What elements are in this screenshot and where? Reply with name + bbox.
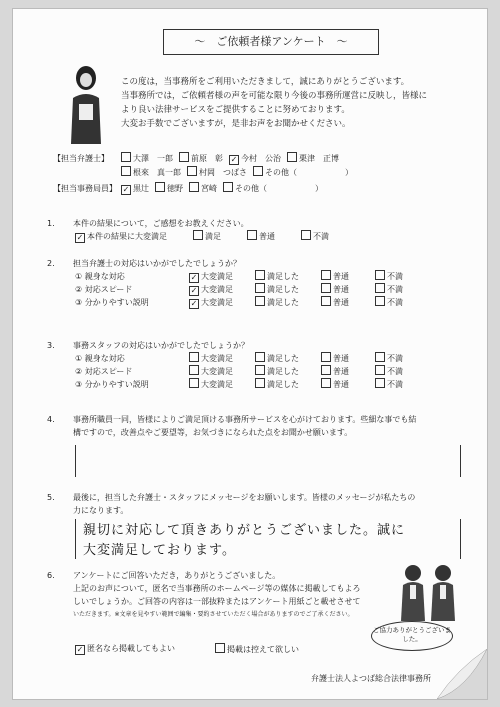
q1-option[interactable]: 不満 [301,230,329,243]
lawyers-illustration-icon [395,561,465,621]
question-1: 1. 本件の結果について，ご感想をお教えください。 ✓ 本件の結果に大変満足 満足 普通 不満 [53,217,473,243]
intro-line: この度は，当事務所をご利用いただきまして，誠にありがとうございます。 [121,77,410,87]
question-3: 3. 事務スタッフの対応はいかがでしたでしょうか？ ① 親身な対応 大変満足 満足した 普通 不満 ② 対応スピード 大変満足 満足した 普通 不満 ③ 分かりやすい説明 大変満足 満足した 普通 不満 [53,339,473,391]
lawyer-option[interactable]: ✓ 今村 公治 [230,154,281,164]
page-curl-icon [437,649,487,699]
lawyer-option[interactable]: その他（ ） [253,166,353,180]
page-title: ～ ご依頼者様アンケート ～ [163,29,379,55]
clerk-option[interactable]: ✓ 黒辻 [122,184,149,194]
question-6: 6. アンケートにご回答いただき，ありがとうございました。 上記のお声について，匿名で当事務所のホームページ等の媒体に掲載してもよろ しいでしょうか。ご回答の内容は一部抜粋またはアンケート用紙ごと載せさせて いただきます。※文章を見やすい範囲で編集・要約させていただく場合がありますのでご了承ください。 [47,571,361,618]
question-5: 5. 最後に，担当した弁護士・スタッフにメッセージをお願いします。皆様のメッセージが私たちの 力になります。 [53,491,473,517]
question-text: 最後に，担当した弁護士・スタッフにメッセージをお願いします。皆様のメッセージが私たちの [73,493,416,502]
question-text: 担当弁護士の対応はいかがでしたでしょうか？ [73,259,241,268]
rating-row: ② 対応スピード 大変満足 満足した 普通 不満 [75,367,403,376]
intro-text [121,75,481,131]
q1-option[interactable]: 満足 [193,230,221,243]
lawyer-option[interactable]: 大澤 一郎 [121,152,173,166]
handwritten-message: 大変満足しております。 [83,543,236,558]
publish-decline-option[interactable]: 掲載は控えて欲しい [215,643,299,655]
publish-anonymous-option[interactable]: ✓ 匿名なら掲載してもよい [76,644,175,654]
survey-sheet [12,8,488,700]
clerk-option[interactable]: 徳野 [155,182,183,196]
lawyer-option[interactable]: 前原 彰 [179,152,223,166]
q1-options [75,230,473,243]
clerk-option[interactable]: 宮崎 [189,182,217,196]
rating-row: ① 親身な対応 大変満足 満足した 普通 不満 [75,354,403,363]
staff-section [53,152,473,196]
rating-row: ① 親身な対応 ✓ 大変満足 満足した 普通 不満 [75,272,403,282]
rating-row: ③ 分かりやすい説明 ✓ 大変満足 満足した 普通 不満 [75,298,403,308]
firm-name: 弁護士法人よつば総合法律事務所 [311,674,431,683]
rating-row: ② 対応スピード ✓ 大変満足 満足した 普通 不満 [75,285,403,295]
intro-line: 当事務所では，ご依頼者様の声を可能な限り今後の事務所運営に反映し，皆様に [121,91,428,101]
question-text: 事務スタッフの対応はいかがでしたでしょうか？ [73,341,249,350]
lawyers-label: 【担当弁護士】 [53,154,109,163]
clerk-option[interactable]: その他（ ） [223,182,323,196]
question-text: 力になります。 [73,506,129,515]
question-2: 2. 担当弁護士の対応はいかがでしたでしょうか？ ① 親身な対応 ✓ 大変満足 満足した 普通 不満 ② 対応スピード ✓ 大変満足 満足した 普通 不満 ③ 分かりやすい説明 ✓ 大変満足 満足した 普通 不満 [53,257,473,309]
lawyer-portrait-icon [63,64,109,144]
handwritten-message: 親切に対応して頂きありがとうございました。誠に [83,523,406,538]
clerks-label: 【担当事務局員】 [53,184,117,193]
q1-option[interactable]: ✓ 本件の結果に大変満足 [76,232,167,242]
q4-answer-box[interactable] [75,445,461,477]
q3-rating-grid [75,352,407,391]
q2-rating-grid [75,270,407,309]
publish-options [75,643,299,655]
lawyer-option[interactable]: 村岡 つばさ [187,166,247,180]
intro-line: より良い法律サービスをご提供することに努めております。 [121,105,350,115]
lawyer-option[interactable]: 栗津 正博 [287,152,339,166]
lawyer-option[interactable]: 根來 真一郎 [121,166,181,180]
question-text: 構ですので，改善点やご要望等，お気づきになられた点をお聞かせ願います。 [73,428,353,437]
rating-row: ③ 分かりやすい説明 大変満足 満足した 普通 不満 [75,380,403,389]
intro-line: 大変お手数でございますが，是非お声をお聞かせください。 [121,119,351,129]
question-text: 事務所職員一同，皆様によりご満足頂ける事務所サービスを心がけております。些細な事でも結 [73,415,417,424]
thanks-bubble: ご協力ありがとうございました。 [371,621,453,651]
question-text: 本件の結果について，ご感想をお教えください。 [73,219,249,228]
question-4: 4. 事務所職員一同，皆様によりご満足頂ける事務所サービスを心がけております。些細な事でも結 構ですので，改善点やご要望等，お気づきになられた点をお聞かせ願います。 [53,413,473,439]
q1-option[interactable]: 普通 [247,230,275,243]
